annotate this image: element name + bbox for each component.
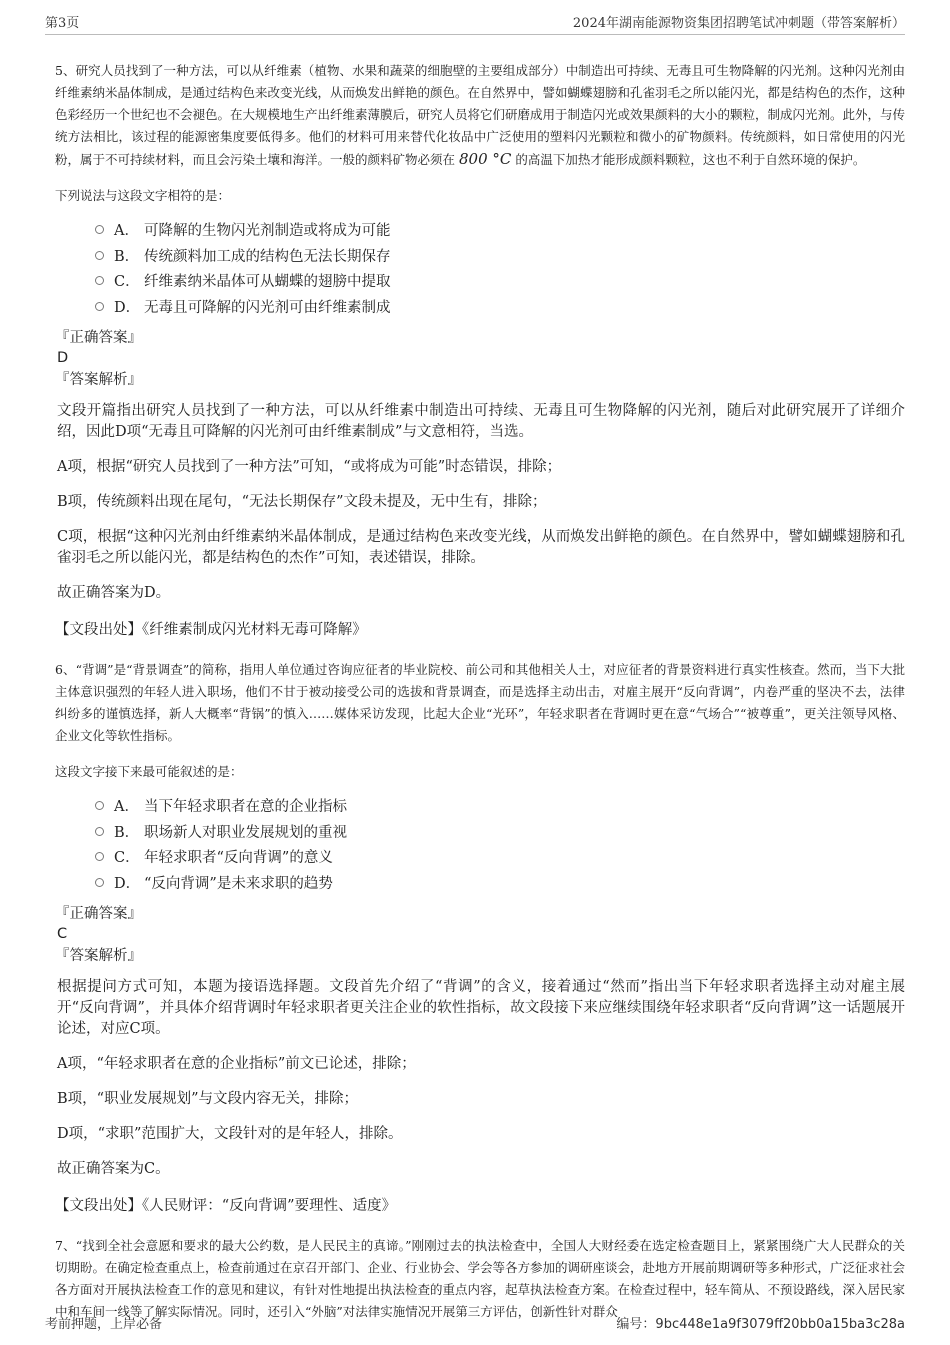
- page-footer: [45, 1313, 905, 1332]
- analysis-paragraph: 文段开篇指出研究人员找到了一种方法，可以从纤维素中制造出可持续、无毒且可生物降解的闪光剂，随后对此研究展开了详细介绍，因此D项“无毒且可降解的闪光剂可由纤维素制成”与文意相符，当选。: [57, 403, 905, 440]
- option-b[interactable]: B． 职场新人对职业发展规划的重视: [95, 819, 905, 845]
- radio-icon[interactable]: [95, 225, 104, 234]
- radio-icon[interactable]: [95, 251, 104, 260]
- analysis-label: 『答案解析』: [55, 948, 142, 964]
- correct-answer: C: [57, 926, 68, 942]
- analysis-paragraph: C项，根据“这种闪光剂由纤维素纳米晶体制成，是通过结构色来改变光线，从而焕发出鲜艳的颜色。在自然界中，譬如蝴蝶翅膀和孔雀羽毛之所以能闪光，都是结构色的杰作”可知，表述错误，排除。: [57, 529, 905, 566]
- page-number: 第3页: [45, 16, 80, 31]
- analysis-paragraph: A项，“年轻求职者在意的企业指标”前文已论述，排除；: [57, 1056, 416, 1072]
- analysis-paragraph: B项，“职业发展规划”与文段内容无关，排除；: [57, 1091, 358, 1107]
- question-6-passage: 6、“背调”是“背景调查”的简称，指用人单位通过咨询应征者的毕业院校、前公司和其他相关人士，对应征者的背景资料进行真实性核查。然而，当下大批主体意识强烈的年轻人进入职场，他们不甘于被动接受公司的选拔和背景调查，而是选择主动出击，对雇主展开“反向背调”，内卷严重的坚决不去，法律纠纷多的谨慎选择，新人大概率“背锅”的慎入……媒体采访发现，比起大企业“光环”，年轻求职者在背调时更在意“气场合”“被尊重”，更关注领导风格、企业文化等软性指标。: [55, 662, 905, 743]
- source-citation: 【文段出处】《人民财评：“反向背调”要理性、适度》: [55, 1198, 397, 1214]
- question-5-passage: 5、研究人员找到了一种方法，可以从纤维素（植物、水果和蔬菜的细胞壁的主要组成部分）中制造出可持续、无毒且可生物降解的闪光剂。这种闪光剂由纤维素纳米晶体制成，是通过结构色来改变光线，从而焕发出鲜艳的颜色。在自然界中，譬如蝴蝶翅膀和孔雀羽毛之所以能闪光，都是结构色的杰作，这种色彩经历一个世纪也不会褪色。在大规模地生产出纤维素薄膜后，研究人员将它们研磨成用于制造闪光或效果颜料的大小的颗粒，制成闪光剂。此外，与传统方法相比，该过程的能源密集度要低得多。他们的材料可用来替代化妆品中广泛使用的塑料闪光颗粒和微小的矿物颜料。传统颜料，如日常使用的闪光粉，属于不可持续材料，而且会污染土壤和海洋。一般的颜料矿物必须在 800 °C 的高温下加热才能形成颜料颗粒，这也不利于自然环境的保护。: [55, 63, 906, 168]
- radio-icon[interactable]: [95, 827, 104, 836]
- correct-answer-label: 『正确答案』: [55, 330, 142, 346]
- document-title: 2024年湖南能源物资集团招聘笔试冲刺题（带答案解析）: [572, 16, 905, 31]
- question-5-options: [95, 217, 905, 319]
- question-7-passage: 7、“找到全社会意愿和要求的最大公约数，是人民民主的真谛。”刚刚过去的执法检查中，全国人大财经委在选定检查题目上，紧紧围绕广大人民群众的关切期盼。在确定检查重点上，检查前通过在京召开部门、企业、行业协会、学会等各方参加的调研座谈会，赴地方开展前期调研等多种形式，广泛征求社会各方面对开展执法检查工作的意见和建议，有针对性地提出执法检查的重点内容，起草执法检查方案。在检查过程中，轻车简从、不预设路线，深入居民家中和车间一线等了解实际情况。同时，还引入“外脑”对法律实施情况开展第三方评估，创新性针对群众: [55, 1238, 906, 1319]
- analysis-paragraph: 故正确答案为C。: [57, 1161, 170, 1177]
- option-c[interactable]: C． 纤维素纳米晶体可从蝴蝶的翅膀中提取: [95, 268, 905, 294]
- page-header: [45, 12, 905, 35]
- option-d[interactable]: D． 无毒且可降解的闪光剂可由纤维素制成: [95, 294, 905, 320]
- radio-icon[interactable]: [95, 878, 104, 887]
- question-6-prompt: 这段文字接下来最可能叙述的是：: [55, 764, 243, 779]
- document-body: [55, 60, 905, 1323]
- analysis-paragraph: A项，根据“研究人员找到了一种方法”可知，“或将成为可能”时态错误，排除；: [57, 459, 562, 475]
- question-5: [55, 60, 905, 641]
- footer-slogan: 考前押题，上岸必备: [45, 1317, 163, 1332]
- radio-icon[interactable]: [95, 276, 104, 285]
- analysis-label: 『答案解析』: [55, 372, 142, 388]
- question-7: [55, 1235, 905, 1323]
- document-serial: 编号：9bc448e1a9f3079ff20bb0a15ba3c28a: [616, 1317, 905, 1332]
- analysis-paragraph: B项，传统颜料出现在尾句，“无法长期保存”文段未提及，无中生有，排除；: [57, 494, 547, 510]
- source-citation: 【文段出处】《纤维素制成闪光材料无毒可降解》: [55, 622, 367, 638]
- question-6: [55, 659, 905, 1217]
- radio-icon[interactable]: [95, 302, 104, 311]
- option-b[interactable]: B． 传统颜料加工成的结构色无法长期保存: [95, 243, 905, 269]
- question-5-prompt: 下列说法与这段文字相符的是：: [55, 188, 231, 203]
- radio-icon[interactable]: [95, 852, 104, 861]
- analysis-paragraph: D项，“求职”范围扩大，文段针对的是年轻人，排除。: [57, 1126, 403, 1142]
- analysis-paragraph: 根据提问方式可知，本题为接语选择题。文段首先介绍了“背调”的含义，接着通过“然而”指出当下年轻求职者选择主动对雇主展开“反向背调”，并具体介绍背调时年轻求职者更关注企业的软性指标，故文段接下来应继续围绕年轻求职者“反向背调”这一话题展开论述，对应C项。: [57, 979, 905, 1037]
- correct-answer: D: [57, 350, 69, 366]
- radio-icon[interactable]: [95, 801, 104, 810]
- temperature-formula: 800 °C: [459, 150, 512, 168]
- option-a[interactable]: A． 可降解的生物闪光剂制造或将成为可能: [95, 217, 905, 243]
- question-6-options: [95, 793, 905, 895]
- correct-answer-label: 『正确答案』: [55, 906, 142, 922]
- option-a[interactable]: A． 当下年轻求职者在意的企业指标: [95, 793, 905, 819]
- option-d[interactable]: D． “反向背调”是未来求职的趋势: [95, 870, 905, 896]
- option-c[interactable]: C． 年轻求职者“反向背调”的意义: [95, 844, 905, 870]
- analysis-paragraph: 故正确答案为D。: [57, 585, 171, 601]
